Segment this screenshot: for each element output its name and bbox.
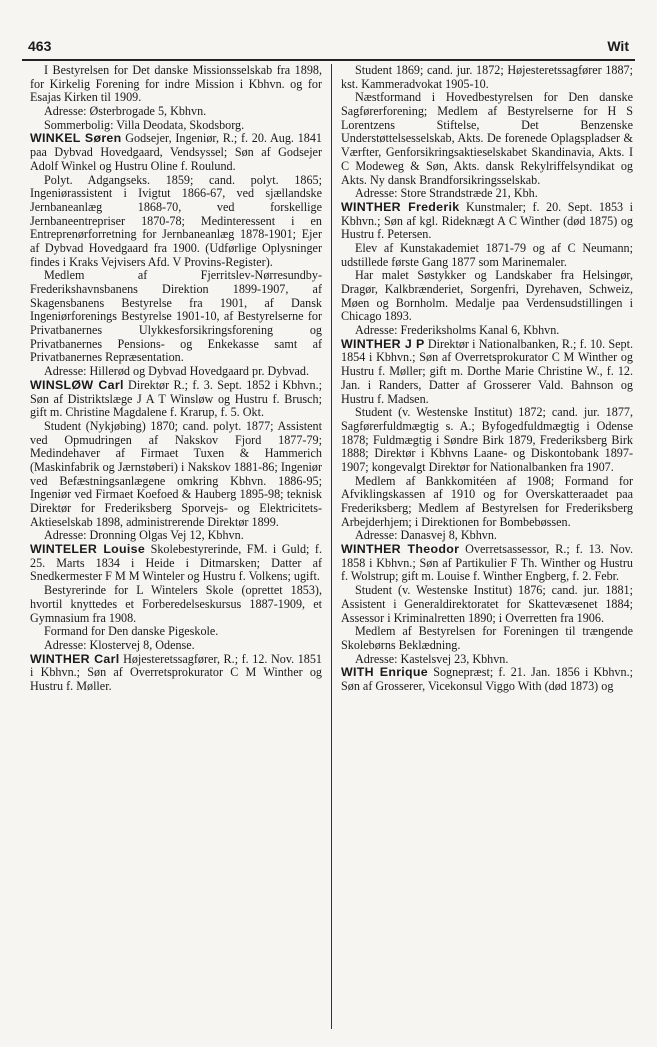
biography-entry: [341, 338, 633, 543]
entry-lead-text: Godsejer, Ingeniør, R.; f. 20. Aug. 1841 paa Dybvad Hovedgaard, Vendsyssel; Søn af Godsejer Adolf Winkel og Hustru Oline f. Roulund.: [30, 131, 322, 173]
entry-heading: [30, 543, 322, 584]
entry-heading: [30, 379, 322, 420]
entry-paragraph: Adresse: Danasvej 8, Kbhvn.: [355, 528, 497, 543]
right-column: [341, 64, 633, 1035]
biography-entry: [30, 132, 322, 378]
entry-heading: [341, 666, 633, 693]
biography-entry: [30, 653, 322, 694]
column-divider: [331, 64, 332, 1029]
entry-heading: [341, 338, 633, 406]
entry-paragraph: Formand for Den danske Pigeskole.: [44, 624, 219, 639]
entry-paragraph: I Bestyrelsen for Det danske Missionsselskab fra 1898, for Kirkelig Forening for indre Mission i Kbhvn. og for Esajas Kirken til 1909.: [30, 64, 322, 105]
entry-paragraph: Adresse: Klostervej 8, Odense.: [44, 637, 195, 652]
entry-paragraph: Student (v. Westenske Institut) 1872; cand. jur. 1877, Sagførerfuldmægtig s. A.; Byfogedfuldmægtig i Odense 1878; Fuldmægtig i Søndre Birk 1879, Frederiksberg Birk 1888; Direktør i Kbhvns Laane- og Diskontobank 1897-1907; kongevalgt Direktør for Nationalbanken fra 1907.: [341, 405, 633, 474]
entry-paragraph: Adresse: Store Strandstræde 21, Kbh.: [355, 186, 538, 201]
entry-lead-text: Kunstmaler; f. 20. Sept. 1853 i Kbhvn.; Søn af kgl. Rideknægt A C Winther (død 1875) og Hustru f. Petersen.: [341, 199, 633, 242]
person-name: WINTHER J P: [341, 336, 425, 351]
entry-lead-text: Overretsassessor, R.; f. 13. Nov. 1858 i Kbhvn.; Søn af Partikulier F Th. Winther og Hustru f. Wolstrup; gift m. Louise f. Winther Engberg, f. 2. Febr.: [341, 542, 633, 584]
entry-paragraph: Adresse: Dronning Olgas Vej 12, Kbhvn.: [44, 528, 244, 543]
person-name: WINKEL Søren: [30, 131, 122, 146]
entry-paragraph: Medlem af Bankkomitéen af 1908; Formand for Afviklingskassen af 1910 og for Overskatteraadet paa Frederiksberg; Medlem af Bestyrelsen for Frederiksberg Arbejderhjem; i Direktionen for Bombebøssen.: [341, 473, 633, 529]
entry-paragraph: Har malet Søstykker og Landskaber fra Helsingør, Dragør, Kalkbrænderiet, Sorgenfri, Dyrehaven, Schweiz, Møen og Bornholm. Medalje paa Verdensudstillingen i Chicago 1893.: [341, 268, 633, 324]
biography-entry: [30, 543, 322, 653]
continued-entry: [341, 64, 633, 201]
entry-paragraph: Medlem af Fjerritslev-Nørresundby-Frederikshavnsbanens Direktion 1899-1907, af Skagensbanens Bestyrelse fra 1901, af Dansk Ingeniørforenings Bestyrelse 1901-10, af Bestyrelserne for Privatbanernes Ulykkesforsikringsforening og Privatbanernes Pensions- og Enkekasse samt af Privatbanernes Repræsentation.: [30, 268, 322, 365]
entry-heading: [30, 132, 322, 173]
person-name: WINTHER Carl: [30, 651, 120, 666]
person-name: WINTHER Frederik: [341, 199, 460, 214]
entry-lead-text: Sognepræst; f. 21. Jan. 1856 i Kbhvn.; Søn af Grosserer, Vicekonsul Viggo With (død 1873) og: [341, 665, 633, 693]
person-name: WINTHER Theodor: [341, 542, 460, 557]
entry-paragraph: Adresse: Hillerød og Dybvad Hovedgaard pr. Dybvad.: [44, 364, 310, 379]
entry-paragraph: Adresse: Kastelsvej 23, Kbhvn.: [355, 651, 509, 666]
person-name: WINSLØW Carl: [30, 377, 124, 392]
page-number: 463: [28, 38, 52, 54]
entry-lead-text: Skolebestyrerinde, FM. i Guld; f. 25. Marts 1834 i Heide i Ditmarsken; Datter af Snedkermester F M M Winteler og Hustru f. Volkens; ugift.: [30, 542, 322, 584]
entry-lead-text: Direktør i Nationalbanken, R.; f. 10. Sept. 1854 i Kbhvn.; Søn af Overretsprokurator C M Winther og Hustru f. Møller; gift m. Dorthe Marie Christine W., f. 12. Jan. i Randers, Datter af Grosserer Vald. Bahnson og Hustru f. Madsen.: [341, 336, 633, 406]
entry-paragraph: Student 1869; cand. jur. 1872; Højesteretssagfører 1887; kst. Kammeradvokat 1905-10.: [341, 64, 633, 91]
biography-entry: [341, 543, 633, 666]
entry-lead-text: Direktør R.; f. 3. Sept. 1852 i Kbhvn.; Søn af Distriktslæge J A T Winsløw og Hustru f. Brusch; gift m. Christine Magdalene f. Krarup, f. 5. Okt.: [30, 377, 322, 420]
continued-entry: [30, 64, 322, 132]
biography-entry: [341, 201, 633, 338]
entry-paragraph: Elev af Kunstakademiet 1871-79 og af C Neumann; udstillede første Gang 1877 som Marinemaler.: [341, 240, 633, 269]
biography-entry: [341, 666, 633, 693]
page-header: [28, 38, 629, 56]
entry-paragraph: Student (Nykjøbing) 1870; cand. polyt. 1877; Assistent ved Opmudringen af Nakskov Fjord 1877-79; Medindehaver af Firmaet Tuxen & Hammerich (Maskinfabrik og Jærnstøberi) i Nakskov 1881-86; Ingeniør ved Befæstningsanlægene omkring Kbhvn. 1886-95; Ingeniør ved Firmaet Koefoed & Hauberg 1895-98; teknisk Direktør for Frederiksberg Sporvejs- og Elektricitets-Aktieselskab 1898, administrerende Direktør 1899.: [30, 418, 322, 529]
entry-lead-text: Højesteretssagfører, R.; f. 12. Nov. 1851 i Kbhvn.; Søn af Overretsprokurator C M Winther og Hustru f. Møller.: [30, 651, 322, 693]
header-rule: [22, 59, 635, 61]
left-column: [30, 64, 322, 1035]
biography-entry: [30, 379, 322, 543]
entry-heading: [30, 653, 322, 694]
entry-paragraph: Næstformand i Hovedbestyrelsen for Den danske Sagførerforening; Medlem af Bestyrelserne for H S Lorentzens Stiftelse, Det Benzenske Understøttelsesselskab, Akts. De forenede Oplagspladser & Værfter, Genforsikringsaktieselskabet Skandinavia, Akts. I C Modeweg & Søn, Akts. dansk Rekylriffelsyndikat og Akts. Ny dansk Brandforsikringsselskab.: [341, 90, 633, 187]
entry-paragraph: Adresse: Frederiksholms Kanal 6, Kbhvn.: [355, 323, 560, 338]
entry-heading: [341, 543, 633, 584]
entry-heading: [341, 201, 633, 242]
entry-paragraph: Bestyrerinde for L Wintelers Skole (oprettet 1853), hvortil knyttedes et Forberedelseskursus 1887-1909, et Gymnasium fra 1908.: [30, 583, 322, 625]
entry-paragraph: Adresse: Østerbrogade 5, Kbhvn.: [44, 104, 207, 119]
entry-paragraph: Medlem af Bestyrelsen for Foreningen til trængende Skolebørns Beklædning.: [341, 624, 633, 652]
entry-paragraph: Sommerbolig: Villa Deodata, Skodsborg.: [44, 117, 245, 132]
person-name: WITH Enrique: [341, 665, 428, 680]
running-head: Wit: [607, 38, 629, 54]
entry-paragraph: Polyt. Adgangseks. 1859; cand. polyt. 1865; Ingeniørassistent i Ivigtut 1866-67, ved sjællandske Jernbaneanlæg 1868-70, ved forskellige Jernbaneentrepriser 1870-78; Medinteressent i en Entreprenørforretning for Jernbaneanlæg 1878-1901; Ejer af Dybvad Hovedgaard fra 1900. (Udførlige Oplysninger findes i Kraks Vejvisers Afd. V Provins-Register).: [30, 172, 322, 269]
person-name: WINTELER Louise: [30, 542, 146, 557]
entry-paragraph: Student (v. Westenske Institut) 1876; cand. jur. 1881; Assistent i Generaldirektoratet for Skattevæsenet 1884; Assessor i Kriminalretten 1890; i Overretten fra 1906.: [341, 583, 633, 625]
